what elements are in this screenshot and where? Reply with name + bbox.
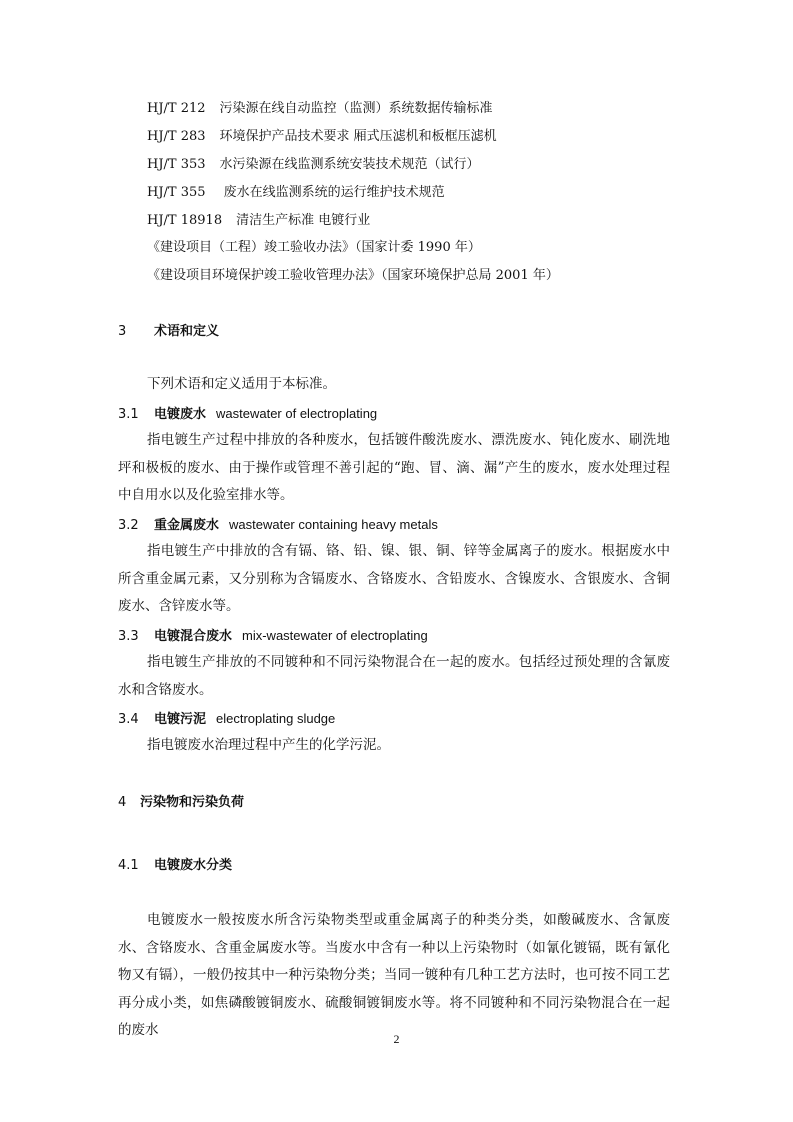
term-heading: [118, 517, 438, 534]
body-paragraph: 电镀废水一般按废水所含污染物类型或重金属离子的种类分类，如酸碱废水、含氰废水、含铬废水、含重金属废水等。当废水中含有一种以上污染物时（如氰化镀镉，既有氰化物又有镉），一般仍按其中一种污染物分类；当同一镀种有几种工艺方法时，也可按不同工艺再分成小类，如焦磷酸镀铜废水、硫酸铜镀铜废水等。将不同镀种和不同污染物混合在一起的废水: [118, 912, 670, 1038]
term-name: 电镀混合废水: [154, 629, 233, 644]
section-number: 4: [118, 795, 127, 810]
reference-code: HJ/T 212: [147, 101, 206, 116]
term-definition: 指电镀生产过程中排放的各种废水，包括镀件酸洗废水、漂洗废水、钝化废水、刷洗地坪和极板的废水、由于操作或管理不善引起的“跑、冒、滴、漏”产生的废水，废水处理过程中自用水以及化验室排水等。: [118, 432, 670, 503]
section-title: 污染物和污染负荷: [140, 795, 245, 810]
reference-item: [147, 101, 493, 117]
section-title: 术语和定义: [154, 324, 220, 339]
term-heading: [118, 406, 377, 423]
term-heading: [118, 628, 428, 645]
reference-item: [147, 157, 480, 173]
reference-code: HJ/T 355: [147, 185, 206, 200]
reference-code: HJ/T 18918: [147, 213, 223, 228]
term-definition: 指电镀废水治理过程中产生的化学污泥。: [147, 737, 390, 753]
reference-title: 水污染源在线监测系统安装技术规范（试行）: [219, 157, 480, 172]
term-english: wastewater containing heavy metals: [229, 517, 438, 532]
reference-item: [147, 185, 445, 201]
reference-title: 废水在线监测系统的运行维护技术规范: [219, 185, 445, 200]
section-intro: 下列术语和定义适用于本标准。: [147, 376, 336, 392]
subsection-number: 4.1: [118, 858, 139, 873]
term-name: 电镀废水: [154, 407, 207, 422]
term-number: 3.2: [118, 518, 139, 533]
reference-title: 污染源在线自动监控（监测）系统数据传输标准: [219, 101, 493, 116]
term-name: 电镀污泥: [154, 712, 207, 727]
term-heading: [118, 711, 335, 728]
subsection-title: 电镀废水分类: [154, 858, 233, 873]
reference-title: 《建设项目（工程）竣工验收办法》（国家计委 1990 年）: [147, 240, 481, 255]
reference-item: [147, 268, 559, 284]
term-definition: 指电镀生产中排放的含有镉、铬、铅、镍、银、铜、锌等金属离子的废水。根据废水中所含重金属元素，又分别称为含镉废水、含铬废水、含铅废水、含镍废水、含银废水、含铜废水、含锌废水等。: [118, 543, 670, 614]
reference-code: HJ/T 283: [147, 129, 206, 144]
term-number: 3.3: [118, 629, 139, 644]
term-number: 3.4: [118, 712, 139, 727]
reference-title: 《建设项目环境保护竣工验收管理办法》（国家环境保护总局 2001 年）: [147, 268, 559, 283]
page-number: 2: [393, 1032, 400, 1046]
reference-code: HJ/T 353: [147, 157, 206, 172]
section-heading: [118, 795, 244, 811]
section-number: 3: [118, 324, 127, 339]
term-name: 重金属废水: [154, 518, 220, 533]
term-english: electroplating sludge: [216, 711, 336, 726]
term-number: 3.1: [118, 407, 139, 422]
reference-item: [147, 213, 370, 229]
term-english: wastewater of electroplating: [216, 406, 378, 421]
reference-item: [147, 129, 497, 145]
term-definition: 指电镀生产排放的不同镀种和不同污染物混合在一起的废水。包括经过预处理的含氰废水和含铬废水。: [118, 654, 670, 698]
reference-title: 清洁生产标准 电镀行业: [236, 213, 371, 228]
term-english: mix-wastewater of electroplating: [242, 628, 428, 643]
reference-item: [147, 240, 481, 256]
reference-title: 环境保护产品技术要求 厢式压滤机和板框压滤机: [219, 129, 497, 144]
section-heading: [118, 324, 219, 340]
subsection-heading: [118, 858, 232, 874]
